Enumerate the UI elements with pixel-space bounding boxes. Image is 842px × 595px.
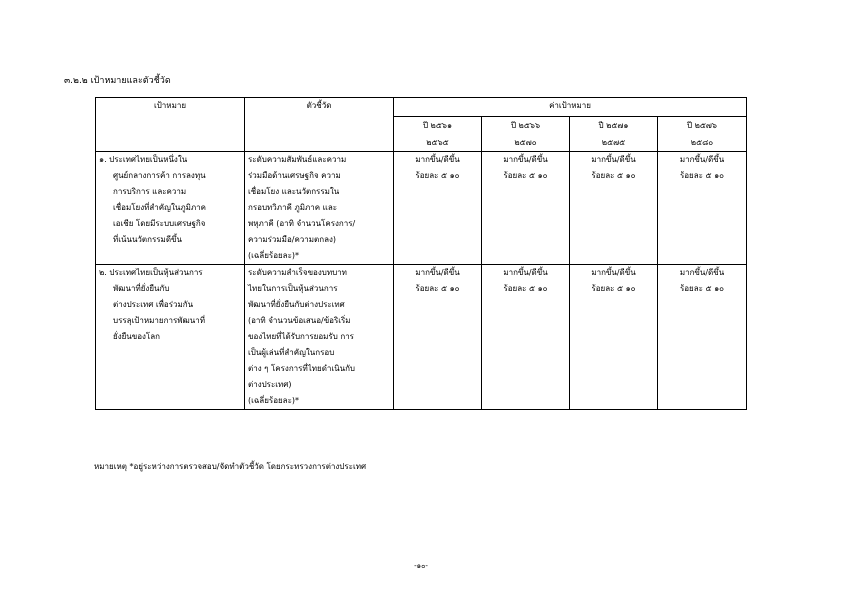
indicator-cell: [245, 152, 394, 265]
year-header-4: [658, 117, 747, 152]
indicator-text: ความร่วมมือ/ความตกลง): [248, 235, 337, 244]
year-header-2: [482, 117, 570, 152]
goal-text: ๑. ประเทศไทยเป็นหนึ่งใน: [99, 155, 188, 164]
year-label: ปี ๒๕๖๖: [510, 121, 541, 130]
year-label: ปี ๒๕๗๖: [686, 121, 718, 130]
year-label: ๒๕๘๐: [690, 138, 714, 147]
goal-text: เชื่อมโยงที่สำคัญในภูมิภาค: [113, 203, 206, 212]
year-label: ๒๕๗๐: [514, 138, 537, 147]
target-percent: ร้อยละ ๕ ๑๐: [591, 171, 636, 180]
goal-text: เอเชีย โดยมีระบบเศรษฐกิจ: [113, 219, 206, 228]
footnote: หมายเหตุ *อยู่ระหว่างการตรวจสอบ/จัดทำตัวชี้วัด โดยกระทรวงการต่างประเทศ: [94, 462, 367, 471]
goal-text: บรรลุเป้าหมายการพัฒนาที่: [113, 316, 205, 325]
indicator-text: (เฉลี่ยร้อยละ)*: [248, 396, 300, 405]
goal-text: พัฒนาที่ยั่งยืนกับ: [113, 284, 170, 293]
goals-table: [95, 97, 747, 410]
target-value-cell: [658, 152, 747, 265]
table-header-row: [96, 98, 747, 117]
target-percent: ร้อยละ ๕ ๑๐: [415, 284, 460, 293]
year-header-3: [570, 117, 658, 152]
year-label: ปี ๒๕๖๑: [422, 121, 453, 130]
page-number: -๑๐-: [414, 562, 428, 570]
target-trend: มากขึ้น/ดีขึ้น: [503, 155, 548, 164]
goal-text: ศูนย์กลางการค้า การลงทุน: [113, 171, 206, 180]
target-percent: ร้อยละ ๕ ๑๐: [415, 171, 460, 180]
target-percent: ร้อยละ ๕ ๑๐: [591, 284, 636, 293]
goal-text: ๒. ประเทศไทยเป็นหุ้นส่วนการ: [99, 268, 203, 277]
table-row: [96, 265, 747, 410]
goal-cell: [96, 265, 245, 410]
target-percent: ร้อยละ ๕ ๑๐: [679, 171, 725, 180]
target-percent: ร้อยละ ๕ ๑๐: [503, 284, 548, 293]
indicator-text: ร่วมมือด้านเศรษฐกิจ ความ: [248, 171, 341, 180]
indicator-text: พัฒนาที่ยั่งยืนกับต่างประเทศ: [248, 300, 345, 309]
indicator-text: ต่างประเทศ): [248, 380, 292, 389]
goal-text: การบริการ และความ: [113, 187, 187, 196]
header-goal: เป้าหมาย: [96, 98, 245, 152]
indicator-text: (เฉลี่ยร้อยละ)*: [248, 251, 300, 260]
target-value-cell: [658, 265, 747, 410]
target-value-cell: [482, 152, 570, 265]
target-trend: มากขึ้น/ดีขึ้น: [679, 155, 725, 164]
target-value-cell: [482, 265, 570, 410]
target-trend: มากขึ้น/ดีขึ้น: [503, 268, 548, 277]
goal-text: ยั่งยืนของโลก: [113, 332, 160, 341]
year-label: ปี ๒๕๗๑: [598, 121, 629, 130]
section-heading: ๓.๒.๒ เป้าหมายและตัวชี้วัด: [64, 76, 171, 86]
target-trend: มากขึ้น/ดีขึ้น: [415, 268, 460, 277]
goal-cell: [96, 152, 245, 265]
indicator-text: ต่าง ๆ โครงการที่ไทยดำเนินกับ: [248, 364, 355, 373]
goal-text: ที่เน้นนวัตกรรมดีขึ้น: [113, 235, 182, 244]
indicator-text: กรอบทวิภาคี ภูมิภาค และ: [248, 203, 338, 212]
target-value-cell: [394, 265, 482, 410]
target-trend: มากขึ้น/ดีขึ้น: [415, 155, 460, 164]
indicator-text: (อาทิ จำนวนข้อเสนอ/ข้อริเริ่ม: [248, 316, 351, 325]
year-label: ๒๕๗๕: [601, 138, 626, 147]
year-label: ๒๕๖๕: [426, 138, 449, 147]
indicator-text: ไทยในการเป็นหุ้นส่วนการ: [248, 284, 338, 293]
target-trend: มากขึ้น/ดีขึ้น: [591, 268, 636, 277]
target-value-cell: [570, 265, 658, 410]
target-value-cell: [570, 152, 658, 265]
indicator-text: เป็นผู้เล่นที่สำคัญในกรอบ: [248, 348, 335, 357]
indicator-text: ระดับความสำเร็จของบทบาท: [248, 268, 347, 277]
target-trend: มากขึ้น/ดีขึ้น: [591, 155, 636, 164]
indicator-cell: [245, 265, 394, 410]
target-percent: ร้อยละ ๕ ๑๐: [503, 171, 548, 180]
target-value-cell: [394, 152, 482, 265]
table-row: [96, 152, 747, 265]
header-target: ค่าเป้าหมาย: [394, 98, 747, 117]
header-indicator: ตัวชี้วัด: [245, 98, 394, 152]
indicator-text: พหุภาคี (อาทิ จำนวนโครงการ/: [248, 219, 356, 228]
indicator-text: ระดับความสัมพันธ์และความ: [248, 155, 347, 164]
target-percent: ร้อยละ ๕ ๑๐: [679, 284, 725, 293]
indicator-text: เชื่อมโยง และนวัตกรรมใน: [248, 187, 340, 196]
year-header-1: [394, 117, 482, 152]
goal-text: ต่างประเทศ เพื่อร่วมกัน: [113, 300, 194, 309]
indicator-text: ของไทยที่ได้รับการยอมรับ การ: [248, 332, 354, 341]
target-trend: มากขึ้น/ดีขึ้น: [679, 268, 725, 277]
